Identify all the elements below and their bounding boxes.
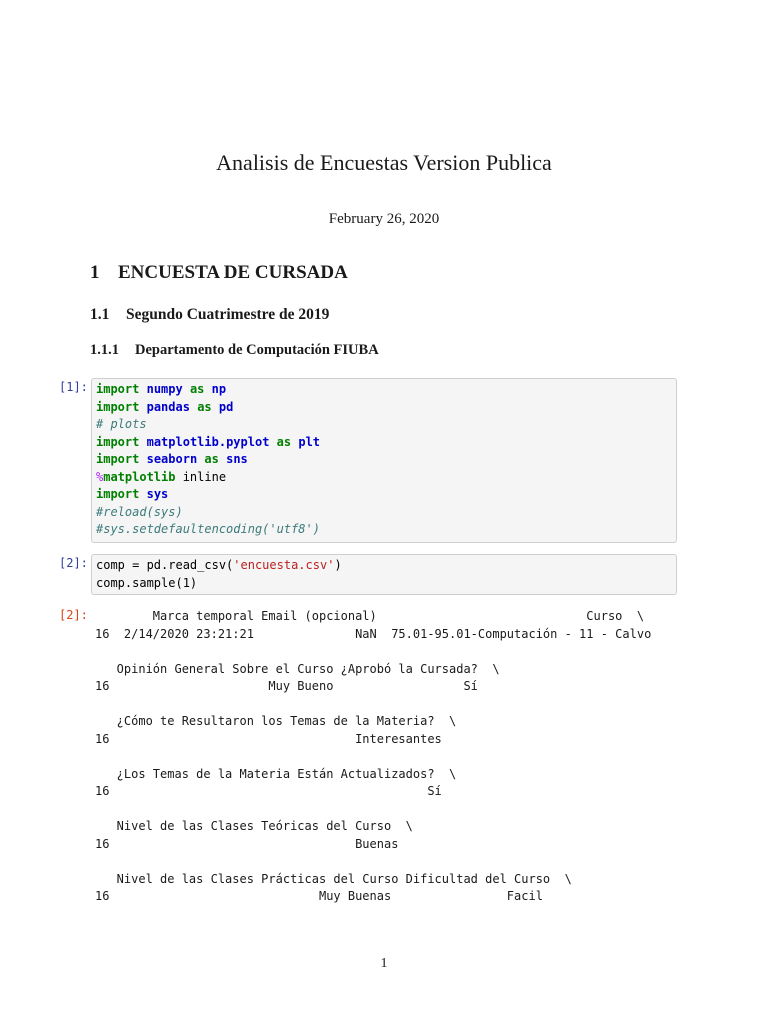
output-line: Marca temporal Email (opcional) Curso \ bbox=[95, 609, 645, 623]
code-line bbox=[96, 451, 672, 469]
code-token: #sys.setdefaultencoding('utf8') bbox=[96, 522, 320, 536]
code-token: #reload(sys) bbox=[96, 504, 183, 519]
code-line bbox=[96, 486, 672, 504]
code-token bbox=[139, 487, 146, 501]
document-date: February 26, 2020 bbox=[328, 211, 440, 227]
code-token: as bbox=[197, 399, 212, 414]
code-token: as bbox=[276, 434, 292, 449]
code-token: import bbox=[96, 452, 140, 466]
output-line bbox=[95, 696, 695, 714]
input-prompt-1: [1]: bbox=[59, 380, 88, 394]
code-token: import bbox=[96, 434, 140, 449]
code-token bbox=[139, 382, 146, 396]
code-token bbox=[212, 400, 219, 414]
code-token: % bbox=[96, 469, 104, 484]
code-token: pd bbox=[218, 399, 234, 414]
output-line: 16 Buenas bbox=[95, 836, 399, 851]
subsection-number: 1.1 bbox=[90, 306, 110, 323]
code-line bbox=[96, 399, 672, 417]
input-prompt-2: [2]: bbox=[59, 556, 88, 570]
code-token: # plots bbox=[96, 417, 147, 431]
code-token: 'encuesta.csv' bbox=[233, 558, 335, 572]
code-token: matplotlib bbox=[103, 469, 176, 484]
code-token: import bbox=[96, 399, 140, 414]
code-token bbox=[269, 435, 276, 449]
code-token bbox=[139, 400, 146, 414]
output-line: ¿Los Temas de la Materia Están Actualizados? \ bbox=[95, 766, 457, 781]
subsection-heading bbox=[90, 306, 329, 324]
output-line: 16 Muy Buenas Facil bbox=[95, 889, 543, 903]
code-line bbox=[96, 557, 672, 575]
section-heading bbox=[90, 262, 348, 284]
code-token: numpy bbox=[146, 382, 183, 396]
code-token: ) bbox=[334, 558, 342, 572]
code-token: sys bbox=[146, 487, 169, 501]
page-number: 1 bbox=[380, 956, 388, 971]
subsubsection-heading bbox=[90, 342, 379, 359]
section-number: 1 bbox=[90, 262, 100, 283]
output-line: 16 2/14/2020 23:21:21 NaN 75.01-95.01-Computación - 11 - Calvo bbox=[95, 626, 652, 641]
output-line: 16 Sí bbox=[95, 784, 442, 798]
code-line bbox=[96, 434, 672, 452]
code-token bbox=[139, 452, 146, 466]
document-title: Analisis de Encuestas Version Publica bbox=[216, 150, 552, 175]
code-token bbox=[139, 435, 146, 449]
subsection-title: Segundo Cuatrimestre de 2019 bbox=[126, 306, 330, 323]
code-token: import bbox=[96, 382, 140, 396]
code-cell-1[interactable] bbox=[91, 378, 677, 543]
code-token bbox=[204, 382, 211, 396]
code-token: seaborn bbox=[146, 452, 198, 466]
subsubsection-title: Departamento de Computación FIUBA bbox=[135, 342, 379, 358]
output-line bbox=[95, 853, 695, 871]
code-line bbox=[96, 416, 672, 434]
code-token: np bbox=[211, 382, 227, 396]
output-cell-2 bbox=[95, 608, 695, 906]
code-token bbox=[183, 382, 190, 396]
code-token: pandas bbox=[146, 399, 190, 414]
code-token: comp.sample(1) bbox=[96, 575, 198, 590]
output-line: Nivel de las Clases Prácticas del Curso Dificultad del Curso \ bbox=[95, 871, 572, 886]
code-cell-2[interactable] bbox=[91, 554, 677, 595]
code-token bbox=[219, 452, 226, 466]
code-token: comp = pd.read_csv( bbox=[96, 558, 234, 572]
code-token: import bbox=[96, 487, 140, 501]
output-line: Opinión General Sobre el Curso ¿Aprobó la Cursada? \ bbox=[95, 661, 500, 676]
output-line bbox=[95, 643, 695, 661]
code-token: sns bbox=[226, 452, 248, 466]
code-line bbox=[96, 504, 672, 522]
code-token: as bbox=[189, 382, 205, 396]
output-line bbox=[95, 748, 695, 766]
output-line: 16 Interesantes bbox=[95, 731, 442, 746]
output-line: Nivel de las Clases Teóricas del Curso \ bbox=[95, 819, 413, 833]
code-token: plt bbox=[298, 434, 321, 449]
code-line bbox=[96, 469, 672, 487]
code-token: matplotlib.pyplot bbox=[146, 434, 270, 449]
code-line bbox=[96, 381, 672, 399]
output-line: 16 Muy Bueno Sí bbox=[95, 679, 478, 693]
section-title: ENCUESTA DE CURSADA bbox=[118, 262, 348, 283]
output-line bbox=[95, 801, 695, 819]
code-line bbox=[96, 575, 672, 593]
output-line: ¿Cómo te Resultaron los Temas de la Materia? \ bbox=[95, 714, 457, 728]
subsubsection-number: 1.1.1 bbox=[90, 342, 119, 358]
code-token: as bbox=[204, 452, 219, 466]
code-token: inline bbox=[175, 469, 227, 484]
output-prompt-2: [2]: bbox=[59, 608, 88, 622]
code-line bbox=[96, 521, 672, 539]
